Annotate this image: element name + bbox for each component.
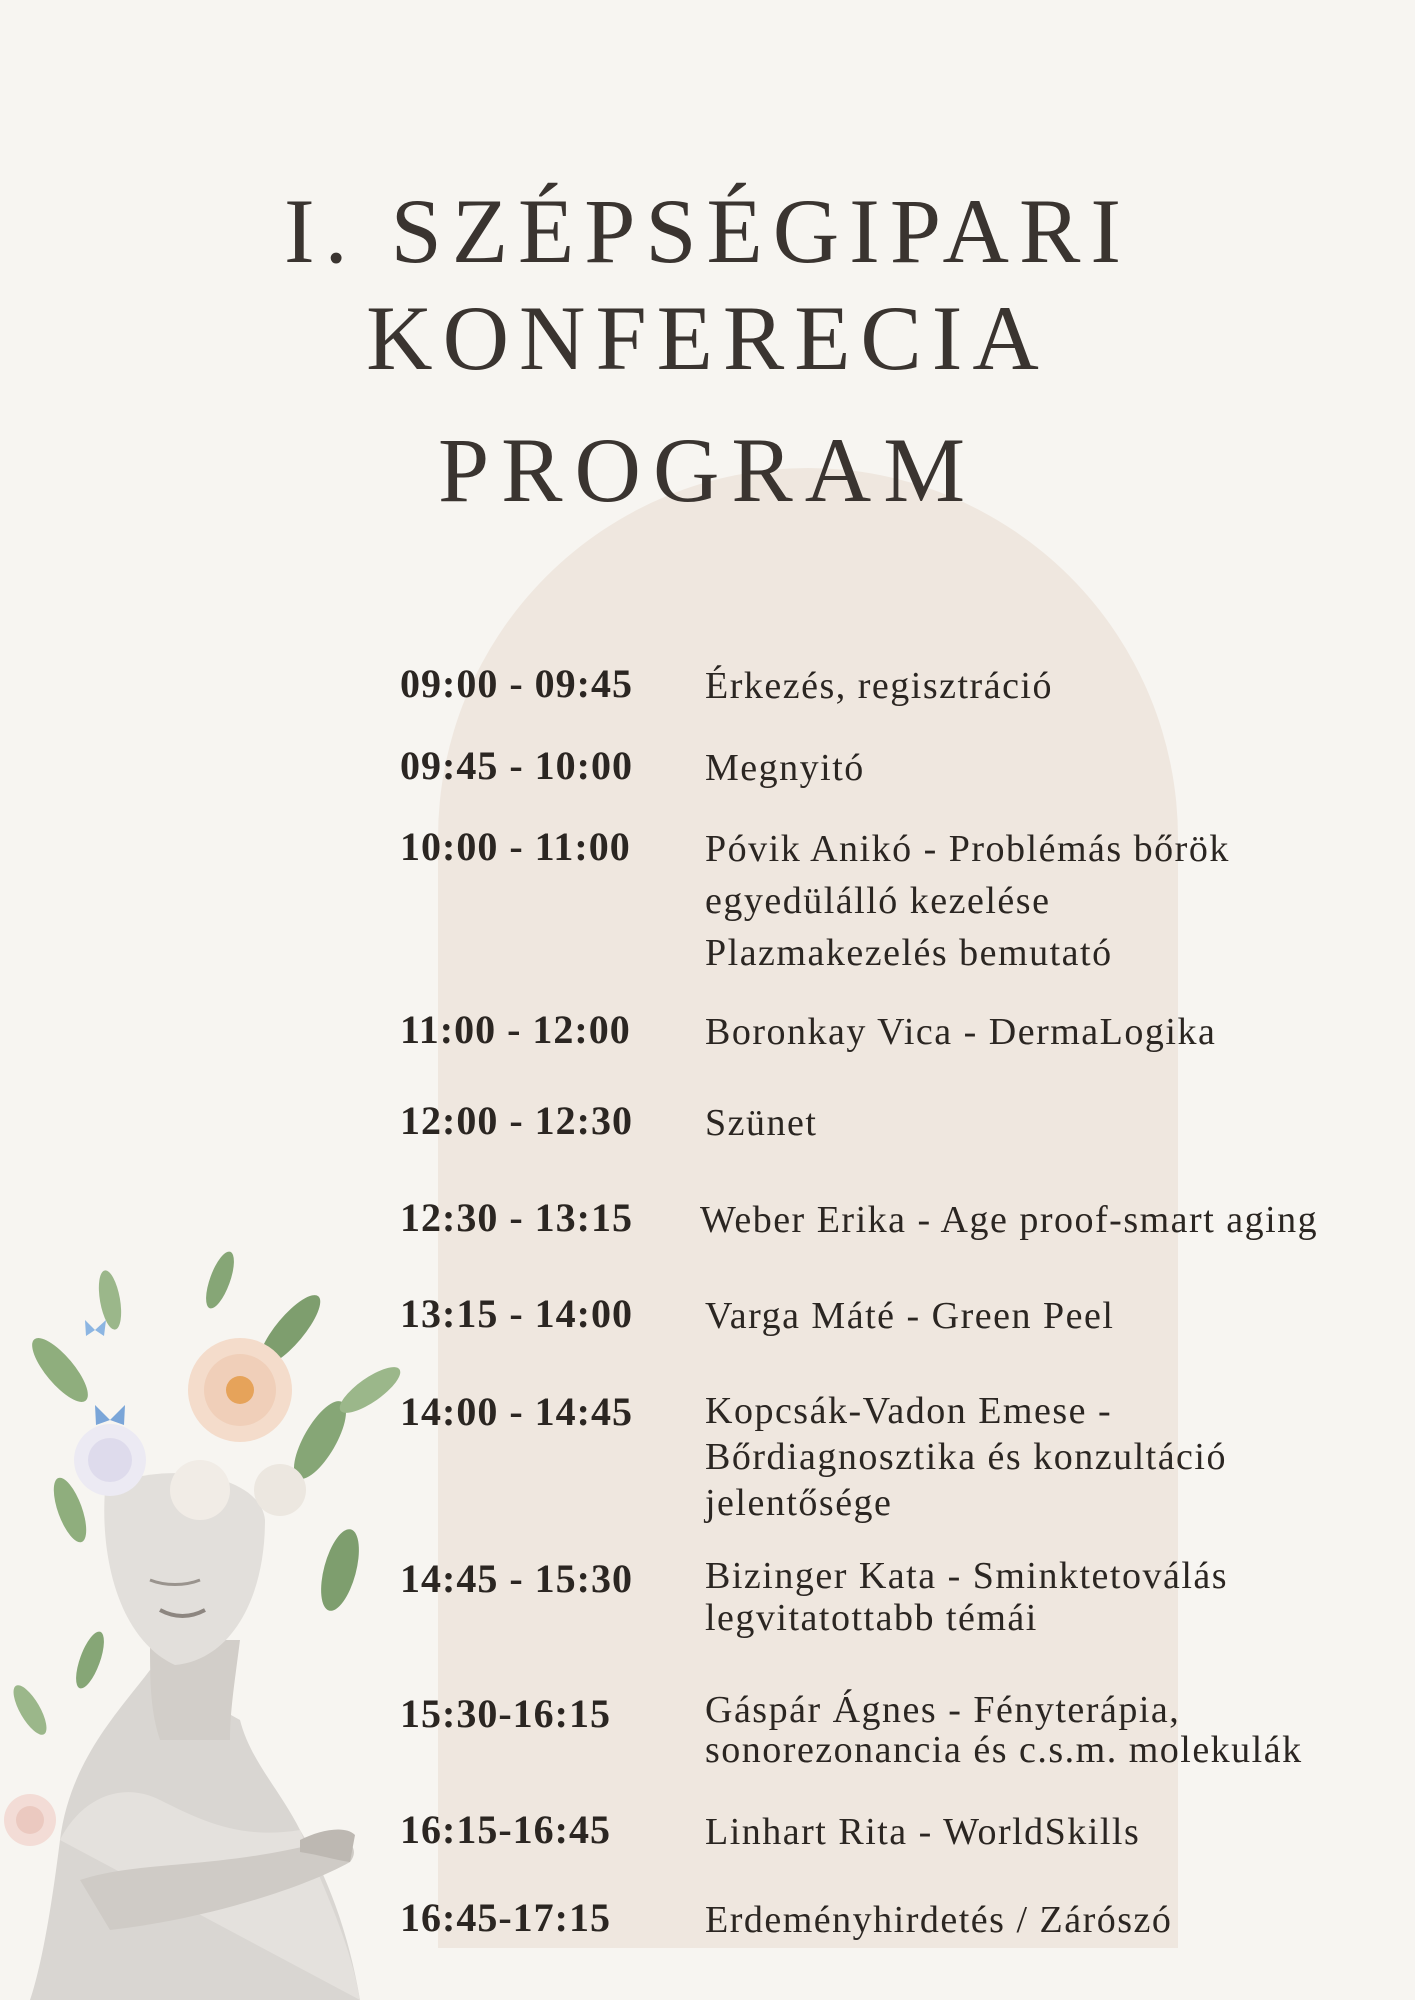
schedule-desc	[705, 660, 1405, 712]
schedule-desc-line: Gáspár Ágnes - Fényterápia,	[705, 1689, 1181, 1731]
title-line-3: PROGRAM	[437, 419, 977, 521]
schedule-desc	[705, 1290, 1405, 1342]
schedule-desc	[705, 1894, 1405, 1946]
title-line-1: I. SZÉPSÉGIPARI	[284, 180, 1131, 282]
schedule-time: 16:45-17:15	[400, 1895, 611, 1940]
schedule-time: 11:00 - 12:00	[400, 1007, 631, 1052]
schedule-desc-line: Póvik Anikó - Problémás bőrök	[705, 828, 1230, 870]
schedule-desc-line: Weber Erika - Age proof-smart aging	[700, 1199, 1319, 1241]
schedule-desc	[700, 1194, 1400, 1246]
schedule-desc-line: Kopcsák-Vadon Emese -	[705, 1390, 1113, 1432]
schedule-desc-line: Boronkay Vica - DermaLogika	[705, 1011, 1217, 1053]
schedule-time: 14:45 - 15:30	[400, 1556, 633, 1601]
schedule-time: 12:30 - 13:15	[400, 1195, 633, 1240]
schedule-desc-line: Linhart Rita - WorldSkills	[705, 1811, 1141, 1853]
schedule-desc-line: Varga Máté - Green Peel	[705, 1295, 1115, 1337]
schedule-desc	[705, 1006, 1405, 1058]
woman-flowers-illustration	[0, 1240, 420, 2000]
schedule-time: 14:00 - 14:45	[400, 1389, 633, 1434]
schedule-desc-line: Érkezés, regisztráció	[705, 665, 1053, 707]
schedule-desc-line: Szünet	[705, 1102, 818, 1144]
schedule-time: 10:00 - 11:00	[400, 824, 631, 869]
schedule-desc-line: Plazmakezelés bemutató	[705, 932, 1113, 974]
schedule-desc-line: sonorezonancia és c.s.m. molekulák	[705, 1729, 1303, 1771]
schedule-time: 16:15-16:45	[400, 1807, 611, 1852]
schedule-desc	[705, 1806, 1405, 1858]
schedule-desc	[705, 823, 1405, 979]
schedule-desc-line: Erdeményhirdetés / Zárószó	[705, 1899, 1173, 1941]
schedule-desc-line: Bőrdiagnosztika és konzultáció	[705, 1436, 1227, 1478]
schedule-time: 12:00 - 12:30	[400, 1098, 633, 1143]
schedule-desc	[705, 1555, 1405, 1639]
schedule-desc-line: jelentősége	[705, 1482, 893, 1524]
schedule-desc	[705, 1690, 1405, 1770]
schedule-desc	[705, 1097, 1405, 1149]
schedule-desc	[705, 742, 1405, 794]
schedule-desc-line: Bizinger Kata - Sminktetoválás	[705, 1555, 1229, 1597]
schedule-time: 09:00 - 09:45	[400, 661, 633, 706]
schedule-desc-line: legvitatottabb témái	[705, 1597, 1038, 1639]
schedule-time: 15:30-16:15	[400, 1691, 611, 1736]
schedule-desc-line: egyedülálló kezelése	[705, 880, 1051, 922]
title-line-2: KONFERECIA	[366, 287, 1049, 389]
schedule-time: 13:15 - 14:00	[400, 1291, 633, 1336]
schedule-desc	[705, 1388, 1405, 1526]
schedule-desc-line: Megnyitó	[705, 747, 865, 789]
schedule-time: 09:45 - 10:00	[400, 743, 633, 788]
